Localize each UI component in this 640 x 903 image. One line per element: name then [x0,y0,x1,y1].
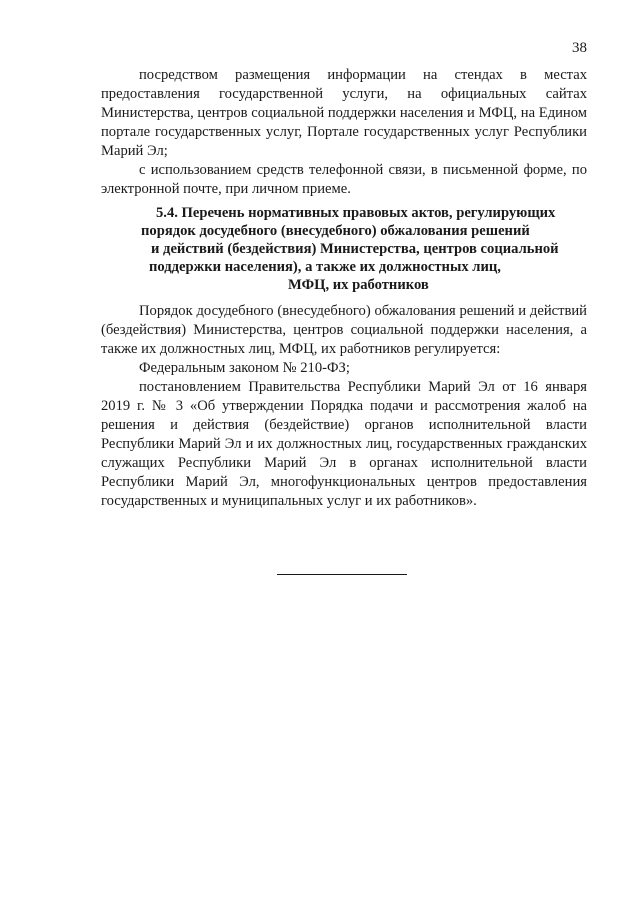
body-paragraph-2: Федеральным законом № 210-ФЗ; [139,360,350,376]
closing-rule [277,574,407,575]
section-heading-line-3: и действий (бездействия) Министерства, центров социальной [151,241,559,257]
section-heading-line-2: порядок досудебного (внесудебного) обжалования решений [141,223,530,239]
intro-block [101,66,587,199]
section-heading [101,204,587,294]
intro-paragraph-1: посредством размещения информации на стендах в местах предоставления государственной услуги, на официальных сайтах Министерства, центров социальной поддержки населения и МФЦ, на Едином портале государственных услуг, Портале государственных услуг Республики Марий Эл; [101,67,587,159]
section-heading-line-5: МФЦ, их работников [288,277,429,293]
body-paragraph-1: Порядок досудебного (внесудебного) обжалования решений и действий (бездействия) Министерства, центров социальной поддержки населения, а также их должностных лиц, МФЦ, их работников регулируется: [101,303,587,357]
intro-paragraph-2: с использованием средств телефонной связи, в письменной форме, по электронной почте, при личном приеме. [101,162,587,197]
section-heading-line-1: 5.4. Перечень нормативных правовых актов, регулирующих [156,205,556,221]
body-block [101,302,587,511]
section-heading-line-4: поддержки населения), а также их должностных лиц, [149,259,501,275]
body-paragraph-3: постановлением Правительства Республики Марий Эл от 16 января 2019 г. № 3 «Об утверждении Порядка подачи и рассмотрения жалоб на решения и действия (бездействие) органов исполнительной власти Республики Марий Эл и их должностных лиц, государственных гражданских служащих Республики Марий Эл в органах исполнительной власти Республики Марий Эл, многофункциональных центров предоставления государственных и муниципальных услуг и их работников». [101,379,587,509]
page-number: 38 [572,40,587,56]
